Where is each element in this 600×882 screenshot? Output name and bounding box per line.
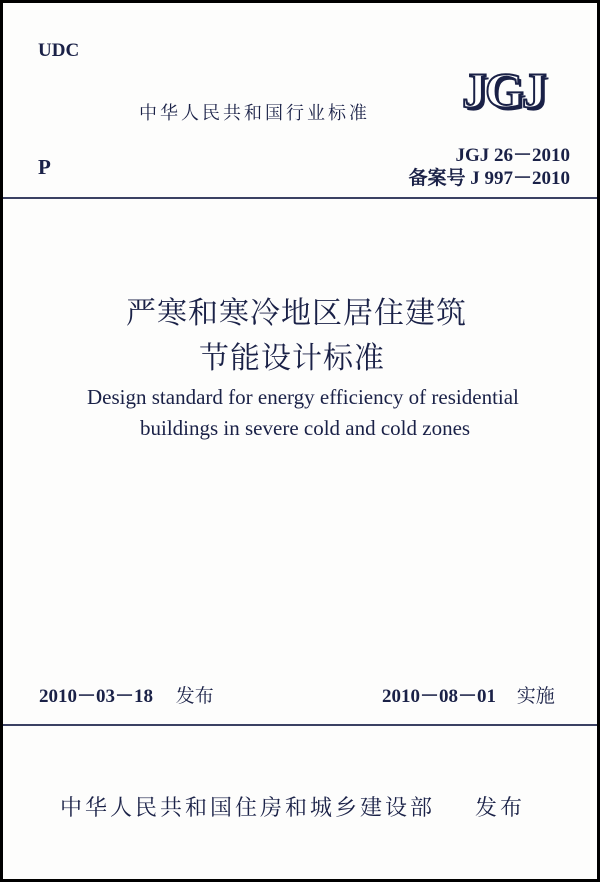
bottom-divider bbox=[3, 724, 597, 726]
issue-date-group bbox=[39, 681, 214, 708]
title-zh-line1: 严寒和寒冷地区居住建筑 bbox=[126, 297, 467, 330]
filing-number: 备案号 J 997－2010 bbox=[408, 168, 570, 189]
publisher-name: 中华人民共和国住房和城乡建设部 bbox=[60, 796, 436, 821]
udc-label: UDC bbox=[38, 40, 80, 61]
top-divider bbox=[3, 197, 597, 199]
title-zh-line2: 节能设计标准 bbox=[199, 342, 385, 375]
title-en-line1: Design standard for energy efficiency of residential bbox=[87, 385, 519, 409]
effective-date: 2010－08－01 bbox=[382, 686, 497, 707]
standard-number: JGJ 26－2010 bbox=[455, 145, 570, 166]
effective-date-group bbox=[382, 681, 555, 708]
classification-label: P bbox=[38, 155, 51, 179]
publisher-group bbox=[60, 791, 525, 822]
issue-date: 2010－03－18 bbox=[39, 686, 154, 707]
effective-label: 实施 bbox=[516, 685, 555, 707]
book-cover bbox=[3, 3, 597, 879]
title-en-line2: buildings in severe cold and cold zones bbox=[140, 416, 471, 440]
jgj-logo: JGJ bbox=[462, 62, 545, 118]
industry-standard-label: 中华人民共和国行业标准 bbox=[139, 103, 370, 124]
issue-label: 发布 bbox=[175, 685, 214, 707]
publisher-action: 发布 bbox=[475, 796, 526, 821]
